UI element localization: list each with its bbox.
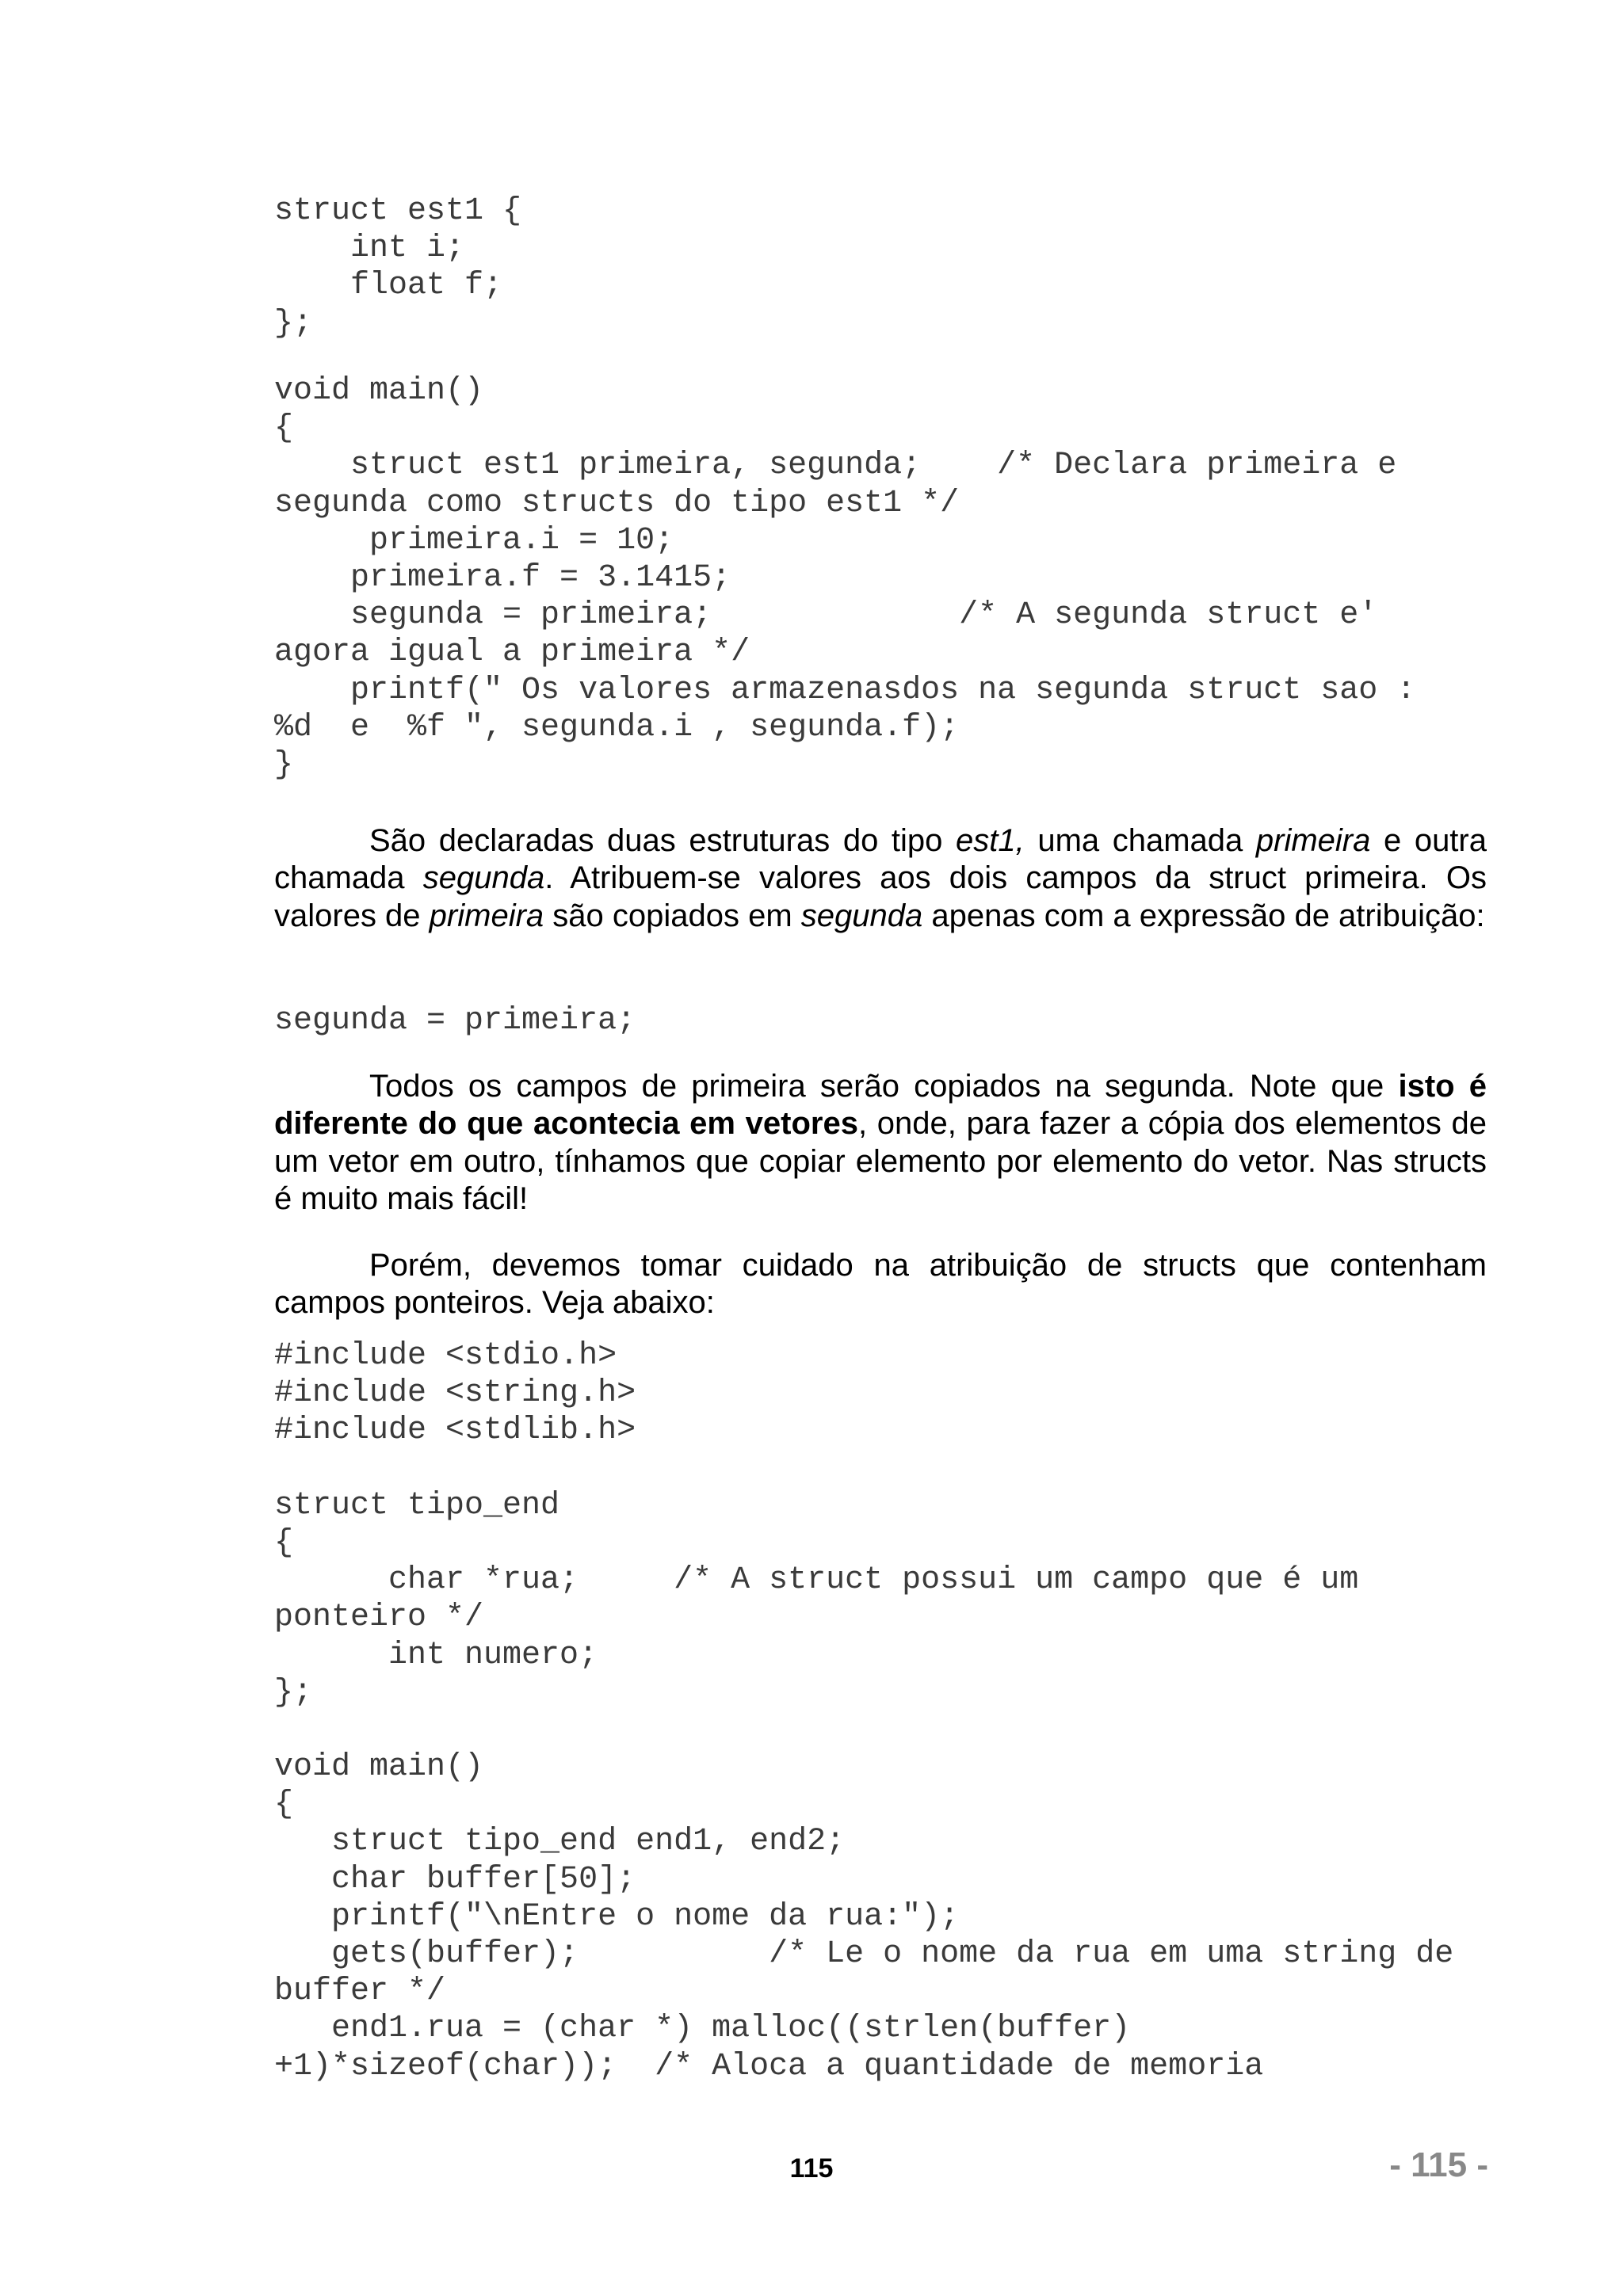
code-line: buffer */	[274, 1974, 446, 2010]
bold-emphasis: isto é diferente do que acontecia em vetores	[274, 1069, 1487, 1142]
code-line: {	[274, 410, 294, 447]
code-line: {	[274, 1524, 294, 1561]
code-line: void main()	[274, 373, 484, 409]
code-line: char buffer[50];	[274, 1861, 636, 1897]
code-line: struct est1 {	[274, 193, 522, 229]
code-line: };	[274, 1674, 313, 1711]
italic-term: primeira	[1255, 823, 1371, 858]
code-line: end1.rua = (char *) malloc((strlen(buffer)	[274, 2011, 1131, 2047]
text-run: e outra chamada	[274, 823, 1487, 896]
code-line: segunda = primeira; /* A segunda struct e'	[274, 597, 1378, 634]
paragraph-copy-fields	[274, 1068, 1487, 1218]
code-line: void main()	[274, 1749, 484, 1786]
text-run: são copiados em	[544, 898, 801, 933]
text-run: , onde, para fazer a cópia dos elementos de um vetor em outro, tínhamos que copiar elemento por elemento do vetor. Nas structs é muito mais fácil!	[274, 1106, 1487, 1216]
text-run: uma chamada	[1024, 823, 1256, 858]
code-line: printf("\nEntre o nome da rua:");	[274, 1898, 960, 1935]
code-line: float f;	[274, 268, 503, 304]
code-line: struct est1 primeira, segunda; /* Declara primeira e	[274, 448, 1397, 484]
code-line: struct tipo_end	[274, 1487, 560, 1524]
italic-term: est1,	[956, 823, 1025, 858]
italic-term: primeira	[429, 898, 544, 933]
code-line: struct tipo_end end1, end2;	[274, 1824, 846, 1860]
code-block-assignment	[274, 1002, 1495, 1039]
code-line: int numero;	[274, 1637, 598, 1673]
page-number: 115	[789, 2153, 834, 2183]
code-line: printf(" Os valores armazenasdos na segunda struct sao :	[274, 672, 1416, 708]
code-line: #include <string.h>	[274, 1375, 636, 1412]
code-line: +1)*sizeof(char)); /* Aloca a quantidade de memoria	[274, 2048, 1264, 2084]
code-line: agora igual a primeira */	[274, 635, 750, 671]
code-line: }	[274, 746, 294, 783]
text-run: . Atribuem-se valores aos dois campos da struct primeira. Os valores de	[274, 860, 1487, 933]
code-block-tipo-end	[274, 1337, 1495, 2085]
code-line: primeira.f = 3.1415;	[274, 559, 731, 596]
page-number-marker: - 115 -	[1389, 2145, 1488, 2184]
code-line: primeira.i = 10;	[274, 522, 674, 559]
code-line: %d e %f ", segunda.i , segunda.f);	[274, 709, 960, 746]
text-run: Todos os campos de primeira serão copiados na segunda. Note que	[369, 1069, 1399, 1104]
code-line: int i;	[274, 231, 465, 267]
code-line: gets(buffer); /* Le o nome da rua em uma string de	[274, 1936, 1454, 1972]
code-line: segunda como structs do tipo est1 */	[274, 485, 960, 521]
code-block-main-est1	[274, 372, 1495, 784]
code-line: segunda = primeira;	[274, 1003, 636, 1039]
code-line: #include <stdlib.h>	[274, 1413, 636, 1449]
text-run: apenas com a expressão de atribuição:	[922, 898, 1485, 933]
italic-term: segunda	[800, 898, 923, 933]
paragraph-struct-declaration	[274, 822, 1487, 935]
paragraph-pointer-warning	[274, 1247, 1487, 1322]
code-line: #include <stdio.h>	[274, 1338, 617, 1374]
code-line: {	[274, 1787, 294, 1823]
code-block-struct-est1	[274, 193, 1495, 342]
text-run: Porém, devemos tomar cuidado na atribuição de structs que contenham campos ponteiros. Veja abaixo:	[274, 1248, 1487, 1321]
code-line: char *rua; /* A struct possui um campo que é um	[274, 1562, 1359, 1599]
text-run: São declaradas duas estruturas do tipo	[369, 823, 957, 858]
code-line: };	[274, 305, 313, 341]
code-line	[274, 1450, 1495, 1487]
code-line	[274, 1711, 1495, 1749]
italic-term: segunda	[422, 860, 545, 896]
code-line: ponteiro */	[274, 1600, 484, 1636]
